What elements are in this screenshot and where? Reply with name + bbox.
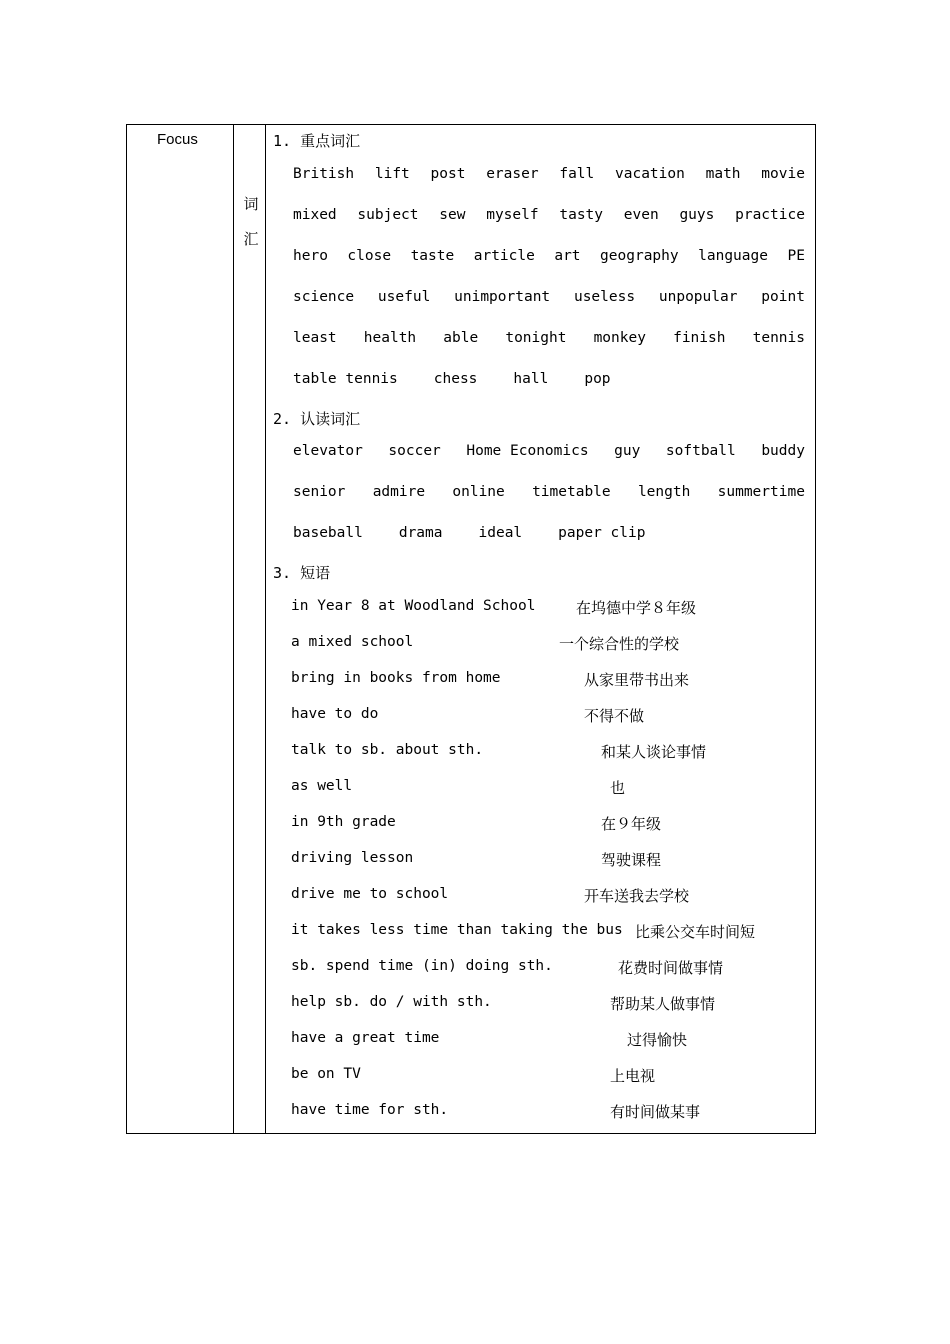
section-3-heading: 3. 短语 xyxy=(273,564,331,582)
phrase-en: in 9th grade xyxy=(291,814,396,830)
phrase-en: have a great time xyxy=(291,1030,440,1046)
word: table tennis xyxy=(293,371,398,387)
word: health xyxy=(363,330,417,346)
word: article xyxy=(473,248,535,264)
phrase-zh: 比乘公交车时间短 xyxy=(635,923,756,941)
word: post xyxy=(430,166,466,182)
phrase-zh: 驾驶课程 xyxy=(601,851,662,869)
word: drama xyxy=(398,525,443,541)
phrase-en: in Year 8 at Woodland School xyxy=(291,598,536,614)
phrase-en: driving lesson xyxy=(291,850,414,866)
word-row xyxy=(293,248,805,264)
focus-label: Focus xyxy=(157,131,198,148)
vocab-char: 汇 xyxy=(243,230,259,248)
word: senior xyxy=(293,484,346,500)
word: eraser xyxy=(486,166,539,182)
word-row xyxy=(293,443,805,459)
focus-table xyxy=(126,124,816,1134)
word: monkey xyxy=(593,330,646,346)
vocab-label xyxy=(239,187,263,257)
phrase-zh: 在９年级 xyxy=(601,815,662,833)
phrase-zh: 上电视 xyxy=(610,1067,656,1085)
word: admire xyxy=(372,484,426,500)
phrase-zh: 和某人谈论事情 xyxy=(601,743,707,761)
word-row xyxy=(293,289,805,305)
word-row xyxy=(293,371,805,387)
word: art xyxy=(554,248,581,264)
word: able xyxy=(443,330,479,346)
word: useful xyxy=(377,289,431,305)
word: tennis xyxy=(752,330,805,346)
word: taste xyxy=(410,248,455,264)
phrase-zh: 在坞德中学８年级 xyxy=(576,599,697,617)
word: guy xyxy=(614,443,641,459)
word: guys xyxy=(679,207,715,223)
phrase-en: it takes less time than taking the bus xyxy=(291,922,623,938)
section-1-heading: 1. 重点词汇 xyxy=(273,132,361,150)
phrase-en: talk to sb. about sth. xyxy=(291,742,484,758)
phrase-zh: 有时间做某事 xyxy=(610,1103,701,1121)
word: geography xyxy=(600,248,679,264)
phrase-zh: 也 xyxy=(610,779,626,797)
word: math xyxy=(705,166,741,182)
phrase-zh: 帮助某人做事情 xyxy=(610,995,716,1013)
vocab-char: 词 xyxy=(243,195,259,213)
word: online xyxy=(452,484,505,500)
word: pop xyxy=(584,371,611,387)
word: softball xyxy=(665,443,736,459)
word: movie xyxy=(761,166,805,182)
word: soccer xyxy=(388,443,441,459)
phrase-zh: 花费时间做事情 xyxy=(618,959,724,977)
phrase-en: drive me to school xyxy=(291,886,449,902)
word: language xyxy=(698,248,768,264)
section-2-heading: 2. 认读词汇 xyxy=(273,410,361,428)
phrase-en: a mixed school xyxy=(291,634,414,650)
phrase-zh: 不得不做 xyxy=(584,707,645,725)
word: fall xyxy=(559,166,595,182)
word: hero xyxy=(293,248,328,264)
column-divider xyxy=(233,125,234,1133)
word-row xyxy=(293,525,805,541)
phrase-zh: 过得愉快 xyxy=(627,1031,688,1049)
word-row xyxy=(293,166,805,182)
word: hall xyxy=(513,371,549,387)
word: ideal xyxy=(478,525,523,541)
word: tonight xyxy=(505,330,567,346)
word: least xyxy=(293,330,337,346)
word: length xyxy=(637,484,691,500)
phrase-en: bring in books from home xyxy=(291,670,501,686)
word: vacation xyxy=(615,166,685,182)
word: mixed xyxy=(293,207,337,223)
phrase-zh: 从家里带书出来 xyxy=(584,671,690,689)
word: unpopular xyxy=(658,289,738,305)
word: baseball xyxy=(293,525,363,541)
phrase-en: as well xyxy=(291,778,353,794)
phrase-zh: 一个综合性的学校 xyxy=(559,635,680,653)
word: myself xyxy=(486,207,539,223)
word: chess xyxy=(433,371,478,387)
word: point xyxy=(761,289,805,305)
word: PE xyxy=(787,248,805,264)
word: buddy xyxy=(761,443,805,459)
word: unimportant xyxy=(454,289,551,305)
phrase-en: sb. spend time (in) doing sth. xyxy=(291,958,553,974)
phrase-en: be on TV xyxy=(291,1066,361,1082)
word: science xyxy=(293,289,355,305)
word: useless xyxy=(573,289,636,305)
word: paper clip xyxy=(558,525,646,541)
phrase-en: have to do xyxy=(291,706,379,722)
word: practice xyxy=(735,207,805,223)
word: elevator xyxy=(293,443,363,459)
word: Home Economics xyxy=(466,443,589,459)
word: close xyxy=(347,248,392,264)
phrase-en: have time for sth. xyxy=(291,1102,449,1118)
word-row xyxy=(293,207,805,223)
word-row xyxy=(293,330,805,346)
word: even xyxy=(623,207,659,223)
word: summertime xyxy=(717,484,805,500)
column-divider xyxy=(265,125,266,1133)
word: sew xyxy=(439,207,466,223)
word: lift xyxy=(374,166,410,182)
word: finish xyxy=(673,330,726,346)
phrase-zh: 开车送我去学校 xyxy=(584,887,690,905)
word: British xyxy=(293,166,355,182)
word: subject xyxy=(357,207,419,223)
vocab-content xyxy=(273,125,809,1133)
word: timetable xyxy=(532,484,611,500)
word: tasty xyxy=(559,207,604,223)
phrase-en: help sb. do / with sth. xyxy=(291,994,492,1010)
word-row xyxy=(293,484,805,500)
